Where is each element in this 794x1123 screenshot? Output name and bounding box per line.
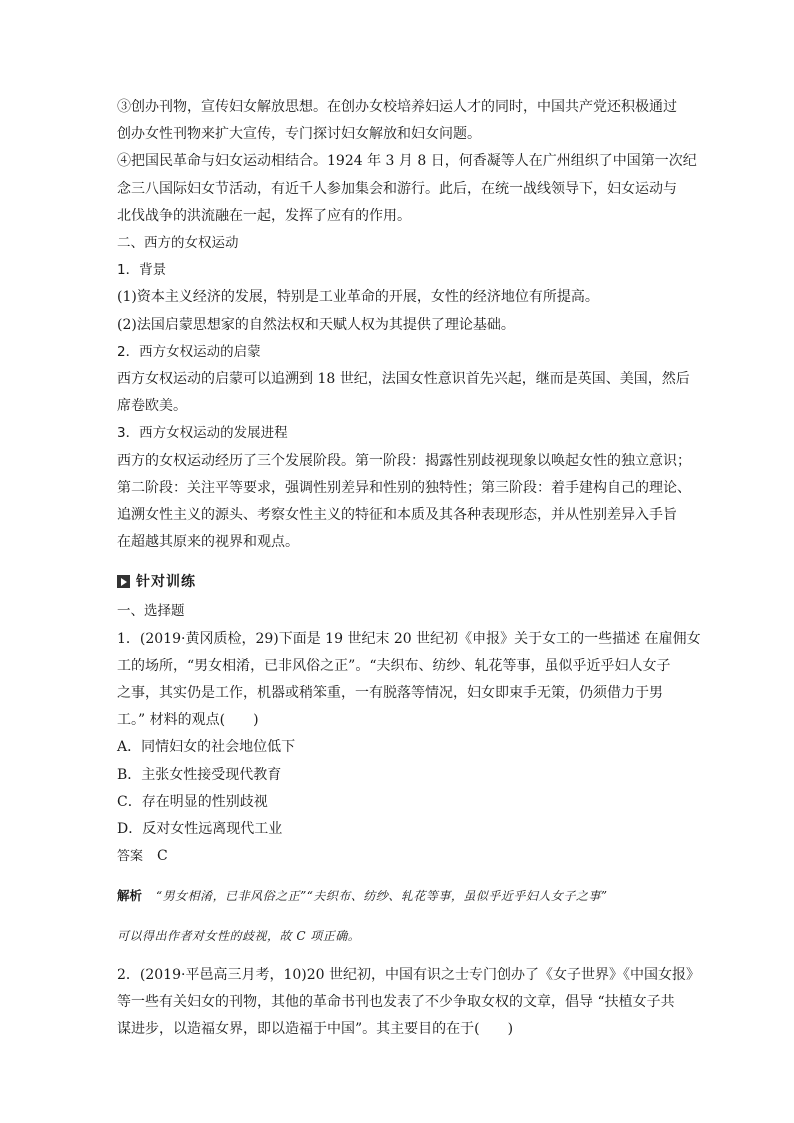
question-stem-line: 工。” 材料的观点( ) bbox=[117, 712, 259, 729]
text-line: 西方的女权运动经历了三个发展阶段。第一阶段：揭露性别歧视现象以唤起女性的独立意识； bbox=[117, 452, 691, 469]
part-title: 一、选择题 bbox=[117, 603, 185, 620]
explanation-line: 可以得出作者对女性的歧视，故 C 项正确。 bbox=[117, 928, 361, 943]
text-line: (2)法国启蒙思想家的自然法权和天赋人权为其提供了理论基础。 bbox=[117, 316, 515, 333]
answer-row bbox=[117, 843, 682, 870]
text-line: 第二阶段：关注平等要求，强调性别差异和性别的独特性；第三阶段：着手建构自己的理论、 bbox=[117, 479, 691, 496]
explanation-line bbox=[117, 882, 682, 910]
text-line: 追溯女性主义的源头、考察女性主义的特征和本质及其各种表现形态，并从性别差异入手旨 bbox=[117, 507, 677, 524]
text-line: 创办女性刊物来扩大宣传，专门探讨妇女解放和妇女问题。 bbox=[117, 126, 481, 143]
text-line: 西方女权运动的启蒙可以追溯到 18 世纪，法国女性意识首先兴起，继而是英国、美国，然后 bbox=[117, 371, 690, 388]
text-line: 席卷欧美。 bbox=[117, 398, 187, 415]
question-stem-line: 1．(2019·黄冈质检，29)下面是 19 世纪末 20 世纪初《申报》关于女工的一些描述 在雇佣女 bbox=[117, 630, 701, 647]
text-line: 在超越其原来的视界和观点。 bbox=[117, 534, 299, 551]
question-stem-line: 工的场所，“男女相淆，已非风俗之正”。“夫织布、纺纱、轧花等事，虽似乎近乎妇人女子 bbox=[117, 657, 671, 674]
training-banner-title: 针对训练 bbox=[136, 574, 196, 591]
subsection-heading: 3．西方女权运动的发展进程 bbox=[117, 425, 288, 442]
text-line: (1)资本主义经济的发展，特别是工业革命的开展，女性的经济地位有所提高。 bbox=[117, 289, 599, 306]
play-triangle-icon bbox=[117, 575, 130, 588]
explanation-label: 解析 bbox=[117, 888, 143, 904]
question-stem-line: 2．(2019·平邑高三月考，10)20 世纪初，中国有识之士专门创办了《女子世界》《中国女报》 bbox=[117, 966, 700, 983]
question-2 bbox=[117, 962, 700, 1044]
question-1 bbox=[117, 626, 701, 950]
option-a: A．同情妇女的社会地位低下 bbox=[117, 739, 296, 756]
answer-label: 答案 bbox=[117, 849, 144, 865]
question-stem-line: 之事，其实仍是工作，机器或稍笨重，一有脱落等情况，妇女即束手无策，仍须借力于男 bbox=[117, 685, 663, 702]
option-b: B．主张女性接受现代教育 bbox=[117, 766, 282, 783]
text-line: 念三八国际妇女节活动，有近千人参加集会和游行。此后，在统一战线领导下，妇女运动与 bbox=[117, 180, 677, 197]
question-stem-line: 等一些有关妇女的刊物，其他的革命书刊也发表了不少争取女权的文章，倡导 “扶植女子共 bbox=[117, 994, 675, 1011]
answer-value: C bbox=[157, 848, 168, 865]
section-title: 二、西方的女权运动 bbox=[117, 235, 239, 252]
subsection-heading: 1．背景 bbox=[117, 262, 167, 279]
option-d: D．反对女性远离现代工业 bbox=[117, 821, 283, 838]
option-c: C．存在明显的性别歧视 bbox=[117, 793, 268, 810]
document-page bbox=[117, 94, 701, 1044]
text-line: 北伐战争的洪流融在一起，发挥了应有的作用。 bbox=[117, 207, 411, 224]
subsection-heading: 2．西方女权运动的启蒙 bbox=[117, 343, 261, 360]
intro-item-4 bbox=[117, 148, 697, 230]
text-line: ④把国民革命与妇女运动相结合。1924 年 3 月 8 日，何香凝等人在广州组织了中国第一次纪 bbox=[117, 153, 697, 170]
question-stem-line: 谋进步，以造福女界，即以造福于中国”。其主要目的在于( ) bbox=[117, 1021, 514, 1038]
training-banner bbox=[117, 566, 682, 596]
text-line: ③创办刊物，宣传妇女解放思想。在创办女校培养妇运人才的同时，中国共产党还积极通过 bbox=[117, 99, 677, 115]
explanation-text: “男女相淆，已非风俗之正”“夫织布、纺纱、轧花等事，虽似乎近乎妇人女子之事” bbox=[156, 889, 608, 904]
intro-item-3 bbox=[117, 94, 682, 148]
